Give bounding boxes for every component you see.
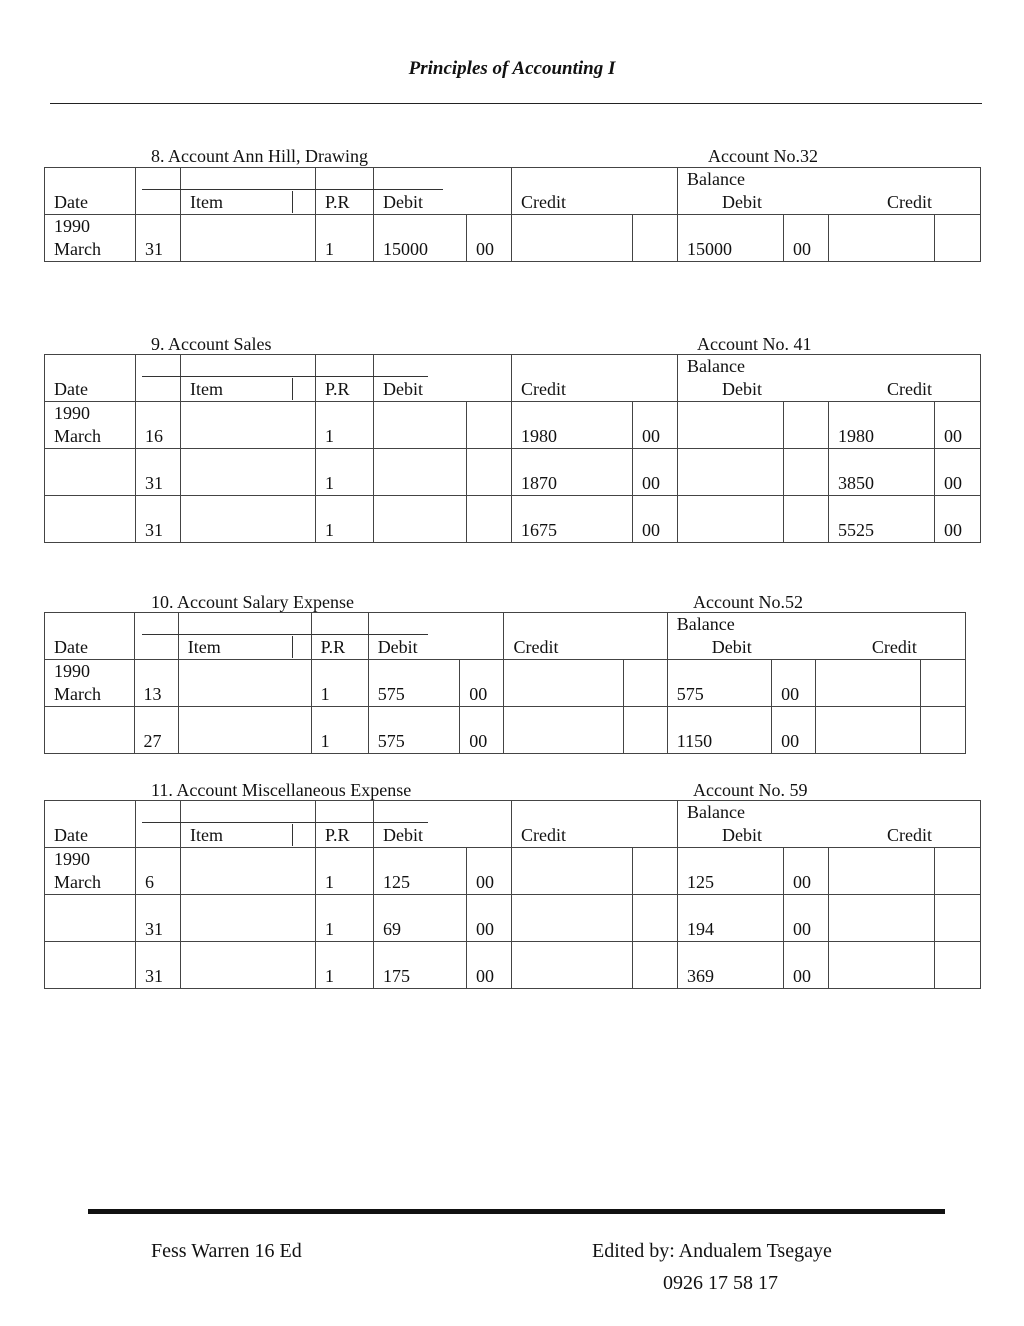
balance-debit-cents [784,402,829,449]
balance-credit-cents: 00 [935,402,981,449]
day-cell: 31 [136,942,181,989]
day-cell: 31 [136,449,181,496]
col-header-item: Item [181,168,316,215]
balance-label: Balance [687,356,745,376]
col-header-pr: P.R [316,801,374,848]
date-cell [45,215,136,262]
col-header-balance [678,168,981,215]
balance-credit-cents [935,895,981,942]
ledger-header-row [45,801,981,848]
balance-credit-label: Credit [871,637,917,657]
day-cell: 31 [136,215,181,262]
balance-label: Balance [676,614,735,634]
col-header-item: Item [181,801,316,848]
ledger-table [44,354,981,543]
debit-amount: 15000 [374,215,467,262]
item-cell [181,449,316,496]
ledger-row [45,942,981,989]
header-tick-mark [292,636,293,658]
item-cell [181,215,316,262]
header-underline [142,634,292,635]
posting-ref-cell: 1 [316,496,374,543]
balance-credit-label: Credit [887,192,932,212]
balance-debit-amount: 369 [678,942,784,989]
balance-credit-amount [829,848,935,895]
credit-amount [512,848,633,895]
credit-amount: 1675 [512,496,633,543]
col-header-credit: Credit [512,801,678,848]
date-cell [45,449,136,496]
day-cell: 31 [136,496,181,543]
col-header-pr: P.R [316,168,374,215]
header-divider [50,103,982,104]
item-cell [181,402,316,449]
col-header-balance [667,613,965,660]
day-cell: 6 [136,848,181,895]
balance-credit-amount [829,215,935,262]
balance-credit-amount: 3850 [829,449,935,496]
date-year [54,942,135,965]
col-header-blank [136,801,181,848]
credit-cents [623,660,667,707]
account-number: Account No. 41 [697,334,812,354]
date-month: March [54,239,101,259]
debit-cents [467,496,512,543]
balance-debit-amount: 194 [678,895,784,942]
ledger-table [44,800,981,989]
balance-debit-label: Debit [722,379,762,399]
ledger-row [45,660,966,707]
date-month [54,965,135,988]
item-cell [178,707,311,754]
footer-divider [88,1209,945,1214]
date-cell [45,496,136,543]
debit-cents: 00 [467,848,512,895]
day-cell: 13 [134,660,178,707]
balance-debit-cents [784,449,829,496]
col-header-pr: P.R [316,355,374,402]
header-underline [292,376,428,377]
header-tick-mark [292,191,293,213]
debit-cents: 00 [467,215,512,262]
col-header-date: Date [45,613,135,660]
credit-amount [512,942,633,989]
date-cell [45,402,136,449]
posting-ref-cell: 1 [311,707,368,754]
balance-credit-cents: 00 [935,496,981,543]
date-month: March [54,426,101,446]
credit-amount [504,707,623,754]
credit-cents [633,215,678,262]
balance-debit-cents [784,496,829,543]
ledger-title: 8. Account Ann Hill, Drawing [151,146,368,166]
date-month: March [54,872,101,892]
date-year [54,895,135,918]
debit-amount: 575 [368,707,460,754]
col-header-credit: Credit [504,613,667,660]
col-header-item: Item [181,355,316,402]
debit-amount [374,449,467,496]
ledger-row [45,707,966,754]
balance-credit-cents [920,707,965,754]
credit-amount: 1870 [512,449,633,496]
balance-debit-amount [678,402,784,449]
debit-cents: 00 [467,942,512,989]
account-number: Account No.52 [693,592,803,612]
credit-amount [512,215,633,262]
item-cell [181,848,316,895]
balance-credit-amount [816,660,920,707]
balance-credit-cents [935,942,981,989]
col-header-blank [136,355,181,402]
col-header-debit: Debit [374,801,512,848]
debit-amount: 69 [374,895,467,942]
credit-amount [512,895,633,942]
balance-debit-label: Debit [722,192,762,212]
date-year: 1990 [54,661,90,681]
header-underline [142,189,292,190]
balance-credit-cents [935,215,981,262]
ledger-header-row [45,613,966,660]
credit-cents: 00 [633,402,678,449]
ledger-title: 10. Account Salary Expense [151,592,354,612]
balance-debit-amount: 575 [667,660,771,707]
date-year: 1990 [54,849,90,869]
ledger-row [45,402,981,449]
posting-ref-cell: 1 [316,848,374,895]
ledger-title: 9. Account Sales [151,334,272,354]
balance-debit-cents: 00 [784,895,829,942]
balance-credit-amount: 1980 [829,402,935,449]
credit-cents: 00 [633,496,678,543]
debit-amount: 125 [374,848,467,895]
balance-debit-cents: 00 [772,660,816,707]
ledger-table [44,167,981,262]
date-month [54,918,135,941]
credit-amount: 1980 [512,402,633,449]
balance-debit-cents: 00 [784,215,829,262]
balance-credit-amount: 5525 [829,496,935,543]
posting-ref-cell: 1 [316,402,374,449]
item-cell [181,895,316,942]
debit-amount: 175 [374,942,467,989]
ledger-header-row [45,355,981,402]
ledger-row [45,215,981,262]
posting-ref-cell: 1 [316,895,374,942]
credit-cents [633,942,678,989]
debit-cents: 00 [460,660,504,707]
col-header-credit: Credit [512,355,678,402]
date-month [54,472,135,495]
col-header-debit: Debit [374,168,512,215]
balance-debit-amount: 125 [678,848,784,895]
date-month [54,730,134,753]
col-header-blank [134,613,178,660]
date-cell [45,942,136,989]
debit-cents: 00 [467,895,512,942]
header-underline [142,376,292,377]
balance-credit-amount [829,895,935,942]
date-year: 1990 [54,216,90,236]
header-underline [142,822,292,823]
credit-amount [504,660,623,707]
debit-cents [467,449,512,496]
header-underline [292,189,443,190]
balance-credit-cents: 00 [935,449,981,496]
col-header-blank [136,168,181,215]
date-month: March [54,684,101,704]
balance-debit-amount [678,496,784,543]
date-cell [45,707,135,754]
ledger-row [45,496,981,543]
date-cell [45,660,135,707]
header-underline [292,634,428,635]
col-header-date: Date [45,801,136,848]
col-header-date: Date [45,168,136,215]
item-cell [178,660,311,707]
ledger-header-row [45,168,981,215]
balance-credit-label: Credit [887,825,932,845]
balance-label: Balance [687,169,745,189]
page-header-title: Principles of Accounting I [408,58,616,79]
footer-source: Fess Warren 16 Ed [151,1240,302,1262]
col-header-pr: P.R [311,613,368,660]
day-cell: 27 [134,707,178,754]
col-header-debit: Debit [368,613,504,660]
item-cell [181,496,316,543]
ledger-row [45,449,981,496]
account-number: Account No.32 [708,146,818,166]
col-header-debit: Debit [374,355,512,402]
balance-credit-amount [816,707,920,754]
ledger-title: 11. Account Miscellaneous Expense [151,780,412,800]
balance-debit-amount: 1150 [667,707,771,754]
posting-ref-cell: 1 [311,660,368,707]
date-cell [45,848,136,895]
balance-credit-amount [829,942,935,989]
date-year [54,707,134,730]
col-header-credit: Credit [512,168,678,215]
balance-debit-cents: 00 [772,707,816,754]
debit-cents: 00 [460,707,504,754]
balance-credit-cents [935,848,981,895]
posting-ref-cell: 1 [316,215,374,262]
day-cell: 16 [136,402,181,449]
balance-debit-label: Debit [722,825,762,845]
footer-editor: Edited by: Andualem Tsegaye [592,1240,832,1262]
posting-ref-cell: 1 [316,449,374,496]
date-cell [45,895,136,942]
credit-cents [623,707,667,754]
col-header-date: Date [45,355,136,402]
debit-amount: 575 [368,660,460,707]
col-header-balance [678,355,981,402]
date-year [54,496,135,519]
header-underline [292,822,428,823]
posting-ref-cell: 1 [316,942,374,989]
balance-credit-cents [920,660,965,707]
credit-cents [633,848,678,895]
balance-debit-label: Debit [711,637,752,657]
credit-cents: 00 [633,449,678,496]
header-tick-mark [292,378,293,400]
balance-credit-label: Credit [887,379,932,399]
balance-debit-cents: 00 [784,848,829,895]
date-year [54,449,135,472]
balance-debit-amount [678,449,784,496]
balance-label: Balance [687,802,745,822]
day-cell: 31 [136,895,181,942]
balance-debit-cents: 00 [784,942,829,989]
balance-debit-amount: 15000 [678,215,784,262]
account-number: Account No. 59 [693,780,808,800]
col-header-balance [678,801,981,848]
footer-phone: 0926 17 58 17 [663,1272,778,1294]
debit-amount [374,496,467,543]
date-month [54,519,135,542]
credit-cents [633,895,678,942]
header-tick-mark [292,824,293,846]
col-header-item: Item [178,613,311,660]
ledger-row [45,895,981,942]
debit-amount [374,402,467,449]
date-year: 1990 [54,403,90,423]
ledger-row [45,848,981,895]
debit-cents [467,402,512,449]
item-cell [181,942,316,989]
